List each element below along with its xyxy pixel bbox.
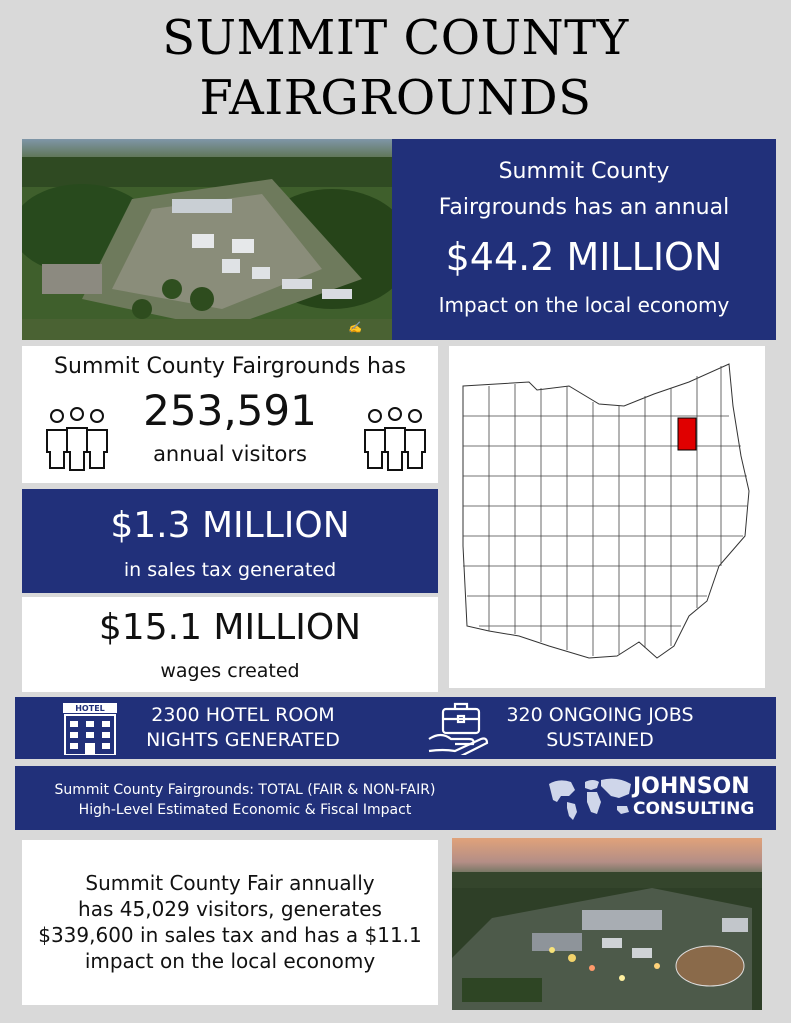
hotel-jobs-bar xyxy=(15,697,776,759)
logo-line-1: JOHNSON xyxy=(633,774,750,799)
jobs-line-1: 320 ONGOING JOBS xyxy=(506,704,694,726)
visitors-heading: Summit County Fairgrounds has xyxy=(54,354,406,379)
johnson-consulting-logo xyxy=(633,776,754,820)
source-text xyxy=(15,780,475,820)
impact-line-3: Impact on the local economy xyxy=(438,293,730,317)
briefcase-hand-icon xyxy=(427,701,493,755)
ohio-county-map xyxy=(449,346,765,688)
hotel-sign-text: HOTEL xyxy=(75,704,105,713)
source-line-2: High-Level Estimated Economic & Fiscal Impact xyxy=(78,802,412,818)
summit-county-highlight xyxy=(678,418,696,450)
fair-line-4: impact on the local economy xyxy=(84,949,376,973)
title-line-1: SUMMIT COUNTY xyxy=(162,10,629,66)
title-line-2: FAIRGROUNDS xyxy=(199,70,592,126)
wages-amount: $15.1 MILLION xyxy=(98,607,362,648)
county-fair-panel xyxy=(22,840,438,1005)
sales-tax-panel xyxy=(22,489,438,593)
impact-amount: $44.2 MILLION xyxy=(445,235,723,279)
impact-line-1: Summit County xyxy=(498,159,670,184)
hotel-icon xyxy=(57,701,123,755)
sales-tax-amount: $1.3 MILLION xyxy=(110,505,350,546)
people-group-icon xyxy=(42,406,112,472)
logo-line-2: CONSULTING xyxy=(633,799,755,819)
aerial-photo-fair-evening xyxy=(452,838,762,1010)
fair-line-1: Summit County Fair annually xyxy=(85,871,375,895)
jobs-stat xyxy=(495,703,705,753)
world-map-icon xyxy=(545,776,635,820)
hotel-line-1: 2300 HOTEL ROOM xyxy=(151,704,335,726)
aerial-photo-fairgrounds xyxy=(22,139,392,340)
jobs-line-2: SUSTAINED xyxy=(546,729,654,751)
source-bar xyxy=(15,766,776,830)
people-group-icon xyxy=(360,406,430,472)
visitors-label: annual visitors xyxy=(153,442,307,466)
economic-impact-panel xyxy=(392,139,776,340)
fair-text xyxy=(22,870,438,974)
visitors-panel xyxy=(22,346,438,483)
fair-line-2: has 45,029 visitors, generates xyxy=(78,897,382,921)
wages-panel xyxy=(22,597,438,692)
impact-line-2: Fairgrounds has an annual xyxy=(438,195,730,220)
source-line-1: Summit County Fairgrounds: TOTAL (FAIR & NON-FAIR) xyxy=(54,782,436,798)
sales-tax-label: in sales tax generated xyxy=(123,559,337,581)
hotel-stat xyxy=(123,703,363,753)
fair-line-3: $339,600 in sales tax and has a $11.1 xyxy=(38,923,422,947)
photographer-signature: ✍ xyxy=(348,321,362,334)
wages-label: wages created xyxy=(160,660,300,682)
visitors-count: 253,591 xyxy=(143,386,317,435)
hotel-line-2: NIGHTS GENERATED xyxy=(146,729,340,751)
page-title xyxy=(0,8,791,128)
